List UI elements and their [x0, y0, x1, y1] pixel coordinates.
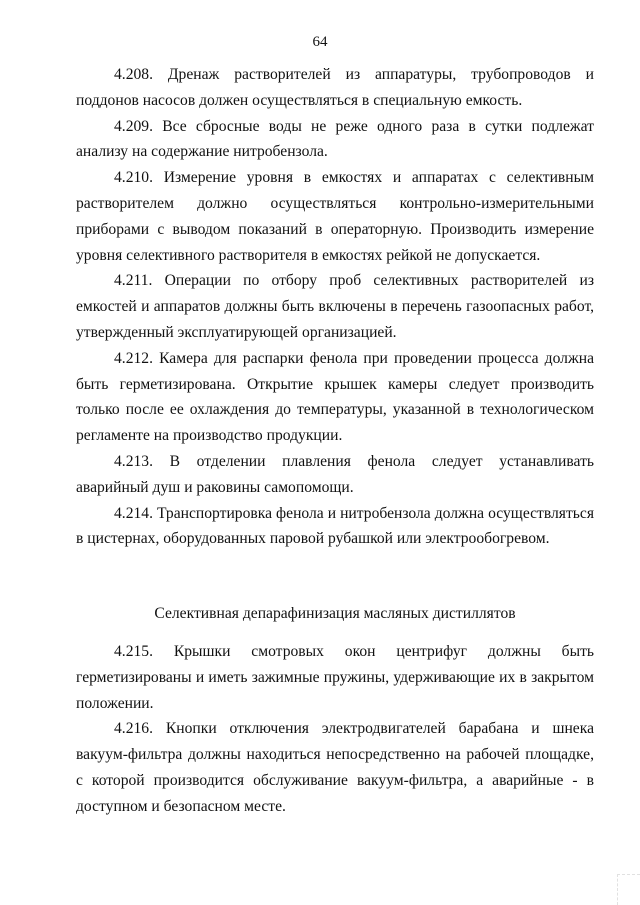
paragraph-4-208: 4.208. Дренаж растворителей из аппаратуры, трубопроводов и поддонов насосов должен осуществляться в специальную емкость.: [76, 66, 594, 109]
paragraph-4-210: 4.210. Измерение уровня в емкостях и аппаратах с селективным растворителем должно осуществляться контрольно-измерительными приборами с выводом показаний в операторную. Производить измерение уровня селективного растворителя в емкостях рейкой не допускается.: [76, 169, 594, 264]
section-heading: Селективная депарафинизация масляных дистиллятов: [154, 605, 516, 623]
document-body: [76, 62, 594, 820]
paragraph-4-214: 4.214. Транспортировка фенола и нитробензола должна осуществляться в цистернах, оборудованных паровой рубашкой или электрообогревом.: [76, 504, 594, 548]
paragraph-4-213: 4.213. В отделении плавления фенола следует устанавливать аварийный душ и раковины самопомощи.: [76, 452, 594, 496]
paragraph-4-216: 4.216. Кнопки отключения электродвигателей барабана и шнека вакуум-фильтра должны находиться непосредственно на рабочей площадке, с которой производится обслуживание вакуум-фильтра, а аварийные - в доступном и безопасном месте.: [76, 720, 594, 815]
paragraph-4-209: 4.209. Все сбросные воды не реже одного раза в сутки подлежат анализу на содержание нитробензола.: [76, 117, 594, 161]
paragraph-4-212: 4.212. Камера для распарки фенола при проведении процесса должна быть герметизирована. Открытие крышек камеры следует производить только после ее охлаждения до температуры, указанной в технологическом регламенте на производство продукции.: [76, 349, 594, 445]
paragraph-4-215: 4.215. Крышки смотровых окон центрифуг должны быть герметизированы и иметь зажимные пружины, удерживающие их в закрытом положении.: [76, 642, 594, 712]
scan-edge-artifact: [617, 874, 640, 905]
paragraph-4-211: 4.211. Операции по отбору проб селективных растворителей из емкостей и аппаратов должны быть включены в перечень газоопасных работ, утвержденный эксплуатирующей организацией.: [76, 272, 594, 341]
page-number: 64: [312, 34, 328, 50]
